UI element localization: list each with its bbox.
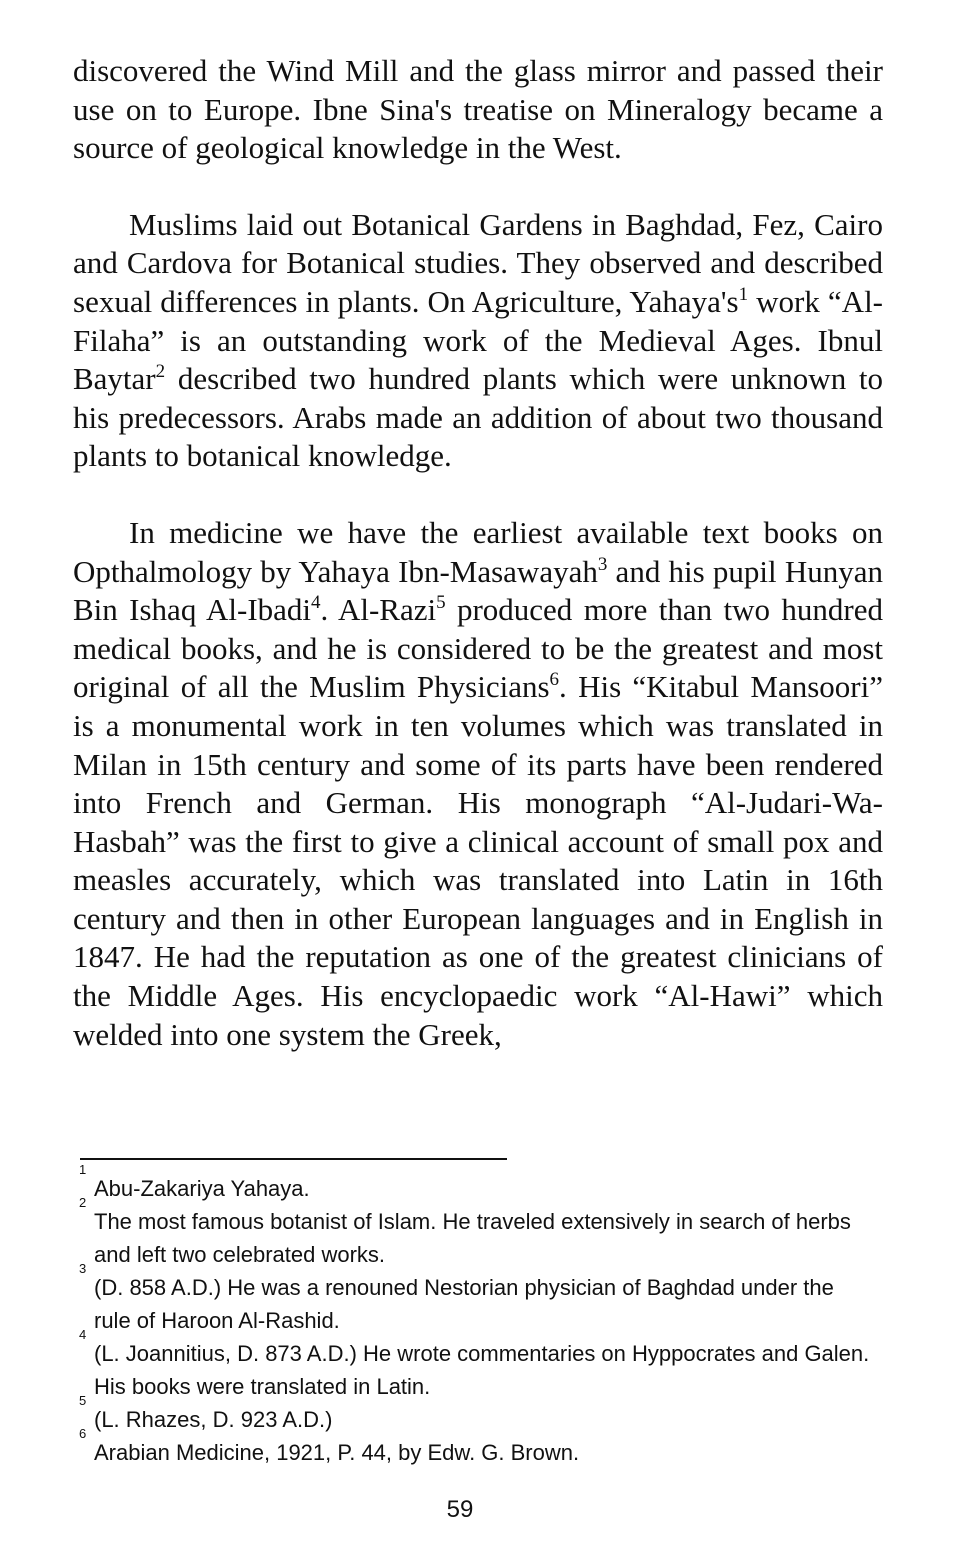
footnote-text: Arabian Medicine, 1921, P. 44, by Edw. G. Brown. — [94, 1440, 580, 1465]
footnote-4 — [79, 1327, 874, 1403]
footnote-ref-1: 1 — [738, 283, 749, 305]
text-run: . Al-Razi — [320, 592, 437, 628]
footnote-divider — [80, 1158, 507, 1160]
footnote-ref-3: 3 — [597, 553, 608, 575]
footnote-5 — [79, 1393, 874, 1436]
footnote-text: (L. Joannitius, D. 873 A.D.) He wrote commentaries on Hyppocrates and Galen. His books were translated in Latin. — [94, 1341, 870, 1399]
footnote-ref-2: 2 — [155, 361, 166, 383]
footnote-ref-4: 4 — [311, 592, 321, 614]
footnotes — [79, 1162, 874, 1469]
text-run: produced more than two hundred medical books, and he is considered to be the greatest and most original of all the Muslim Physicians — [73, 592, 883, 705]
footnote-mark: 2 — [79, 1195, 87, 1210]
footnote-1 — [79, 1162, 874, 1205]
footnote-mark: 3 — [79, 1261, 87, 1276]
footnote-6 — [79, 1426, 874, 1469]
page-number: 59 — [446, 1496, 474, 1523]
footnote-3 — [79, 1261, 874, 1337]
paragraph-medicine — [73, 514, 883, 1054]
text-run: work “Al-Filaha” is an outstanding work of the Medieval Ages. Ibnul Baytar — [73, 283, 884, 397]
footnote-text: (L. Rhazes, D. 923 A.D.) — [94, 1407, 333, 1432]
text-run: In medicine we have the earliest available text books on Opthalmology by Yahaya Ibn-Masawayah — [73, 514, 883, 589]
paragraph-windmill: discovered the Wind Mill and the glass mirror and passed their use on to Europe. Ibne Sina's treatise on Mineralogy became a source of geological knowledge in the West. — [73, 53, 883, 166]
text-run: . His “Kitabul Mansoori” is a monumental work in ten volumes which was translated in Milan in 15th century and some of its parts have been rendered into French and German. His monograph “Al-Judari-Wa-Hasbah” was the first to give a clinical account of small pox and measles accurately, which was translated into Latin in 16th century and then in other European languages and in English in 1847. He had the reputation as one of the greatest clinicians of the Middle Ages. His encyclopaedic work “Al-Hawi” which welded into one system the Greek, — [73, 669, 884, 1052]
footnote-mark: 1 — [79, 1162, 87, 1177]
text-run: Muslims laid out Botanical Gardens in Baghdad, Fez, Cairo and Cardova for Botanical studies. They observed and described sexual differences in plants. On Agriculture, Yahaya's — [73, 206, 883, 319]
footnote-text: The most famous botanist of Islam. He traveled extensively in search of herbs and left two celebrated works. — [94, 1209, 851, 1267]
body-text — [73, 52, 883, 1054]
text-run: described two hundred plants which were unknown to his predecessors. Arabs made an addition of about two thousand plants to botanical knowledge. — [73, 361, 883, 474]
footnote-mark: 4 — [79, 1327, 87, 1342]
footnote-ref-6: 6 — [549, 669, 560, 691]
footnote-mark: 5 — [79, 1393, 87, 1408]
footnote-2 — [79, 1195, 874, 1271]
text-run: and his pupil Hunyan Bin Ishaq Al-Ibadi — [73, 553, 883, 628]
paragraph-botany — [73, 206, 883, 476]
footnote-mark: 6 — [79, 1426, 87, 1441]
footnote-text: (D. 858 A.D.) He was a renouned Nestorian physician of Baghdad under the rule of Haroon Al-Rashid. — [94, 1275, 834, 1333]
footnote-text: Abu-Zakariya Yahaya. — [94, 1176, 310, 1201]
footnote-ref-5: 5 — [436, 592, 446, 614]
